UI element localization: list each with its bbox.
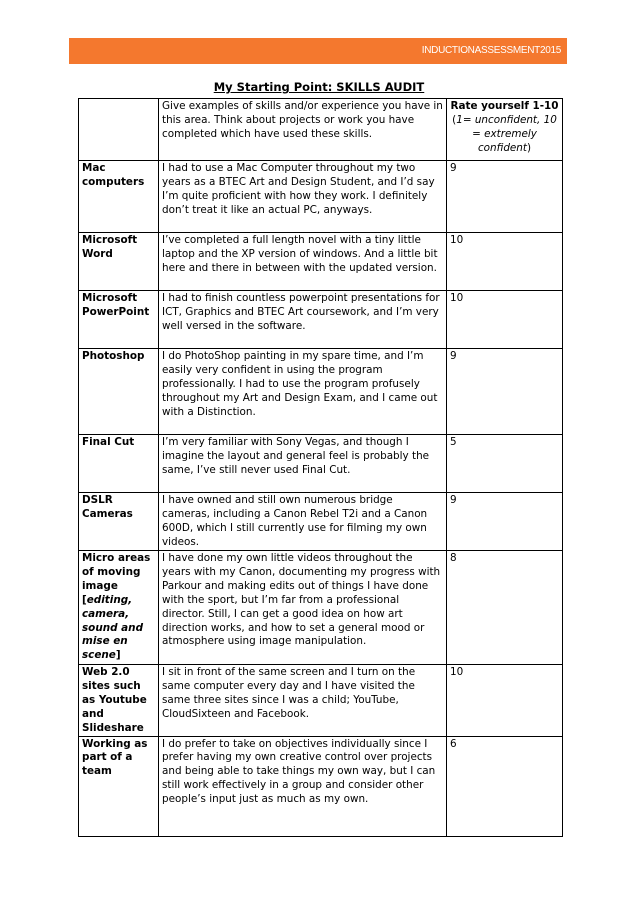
rating-cell: 10 bbox=[447, 291, 563, 349]
evidence-cell: I had to use a Mac Computer throughout my two years as a BTEC Art and Design Student, and I’d say I’m quite proficient with how they work. I definitely don’t treat it like an actual PC, anyways. bbox=[159, 161, 447, 233]
page-title: My Starting Point: SKILLS AUDIT bbox=[213, 80, 425, 94]
evidence-cell: I sit in front of the same screen and I turn on the same computer every day and I have visited the same three sites since I was a child; YouTube, CloudSixteen and Facebook. bbox=[159, 665, 447, 737]
header-skill-cell bbox=[79, 99, 159, 161]
table-row bbox=[79, 736, 563, 836]
evidence-cell: I do prefer to take on objectives individually since I prefer having my own creative control over projects and being able to take things my own way, but I can still work effectively in a group and consider other people’s input just as much as my own. bbox=[159, 736, 447, 836]
skill-cell: Photoshop bbox=[79, 349, 159, 435]
skill-cell: DSLR Cameras bbox=[79, 493, 159, 551]
rating-cell: 10 bbox=[447, 233, 563, 291]
skill-cell bbox=[79, 551, 159, 665]
skill-label-end: ] bbox=[115, 649, 121, 662]
rating-scale-open: ( bbox=[452, 113, 457, 126]
evidence-cell: I have done my own little videos throughout the years with my Canon, documenting my progress with Parkour and making edits out of things I have done with the sport, but I’m far from a professional director. Still, I can get a good idea on how art direction works, and how to set a general mood or atmosphere using image manipulation. bbox=[159, 551, 447, 665]
skill-cell: Final Cut bbox=[79, 435, 159, 493]
skill-sub-label: editing, camera, sound and mise en scene bbox=[82, 593, 144, 662]
table-row bbox=[79, 435, 563, 493]
header-banner bbox=[69, 38, 567, 64]
table-header-row bbox=[79, 99, 563, 161]
rating-cell: 9 bbox=[447, 349, 563, 435]
rating-title: Rate yourself 1-10 bbox=[450, 100, 559, 112]
skill-cell: Microsoft Word bbox=[79, 233, 159, 291]
rating-cell: 5 bbox=[447, 435, 563, 493]
skill-label: Micro areas of moving image [ bbox=[82, 552, 151, 606]
table-row bbox=[79, 665, 563, 737]
skill-cell: Working as part of a team bbox=[79, 736, 159, 836]
rating-cell: 9 bbox=[447, 161, 563, 233]
rating-cell: 9 bbox=[447, 493, 563, 551]
rating-scale: 1= unconfident, 10 = extremely confident bbox=[456, 113, 557, 154]
rating-cell: 10 bbox=[447, 665, 563, 737]
skills-audit-table bbox=[78, 98, 563, 837]
table-row bbox=[79, 161, 563, 233]
table-row bbox=[79, 349, 563, 435]
rating-scale-close: ) bbox=[526, 141, 532, 154]
skill-cell: Mac computers bbox=[79, 161, 159, 233]
table-row bbox=[79, 233, 563, 291]
evidence-cell: I’ve completed a full length novel with a tiny little laptop and the XP version of windows. And a little bit here and there in between with the updated version. bbox=[159, 233, 447, 291]
table-row bbox=[79, 291, 563, 349]
rating-cell: 6 bbox=[447, 736, 563, 836]
header-rating-cell bbox=[447, 99, 563, 161]
rating-cell: 8 bbox=[447, 551, 563, 665]
banner-text: INDUCTIONASSESSMENT2015 bbox=[421, 45, 561, 56]
skill-cell: Microsoft PowerPoint bbox=[79, 291, 159, 349]
header-evidence-cell: Give examples of skills and/or experience you have in this area. Think about projects or work you have completed which have used these skills. bbox=[159, 99, 447, 161]
evidence-cell: I have owned and still own numerous bridge cameras, including a Canon Rebel T2i and a Canon 600D, which I still currently use for filming my own videos. bbox=[159, 493, 447, 551]
table-row bbox=[79, 493, 563, 551]
table-row bbox=[79, 551, 563, 665]
evidence-cell: I had to finish countless powerpoint presentations for ICT, Graphics and BTEC Art coursework, and I’m very well versed in the software. bbox=[159, 291, 447, 349]
skill-cell: Web 2.0 sites such as Youtube and Slideshare bbox=[79, 665, 159, 737]
evidence-cell: I’m very familiar with Sony Vegas, and though I imagine the layout and general feel is probably the same, I’ve still never used Final Cut. bbox=[159, 435, 447, 493]
evidence-cell: I do PhotoShop painting in my spare time, and I’m easily very confident in using the program professionally. I had to use the program profusely throughout my Art and Design Exam, and I came out with a Distinction. bbox=[159, 349, 447, 435]
